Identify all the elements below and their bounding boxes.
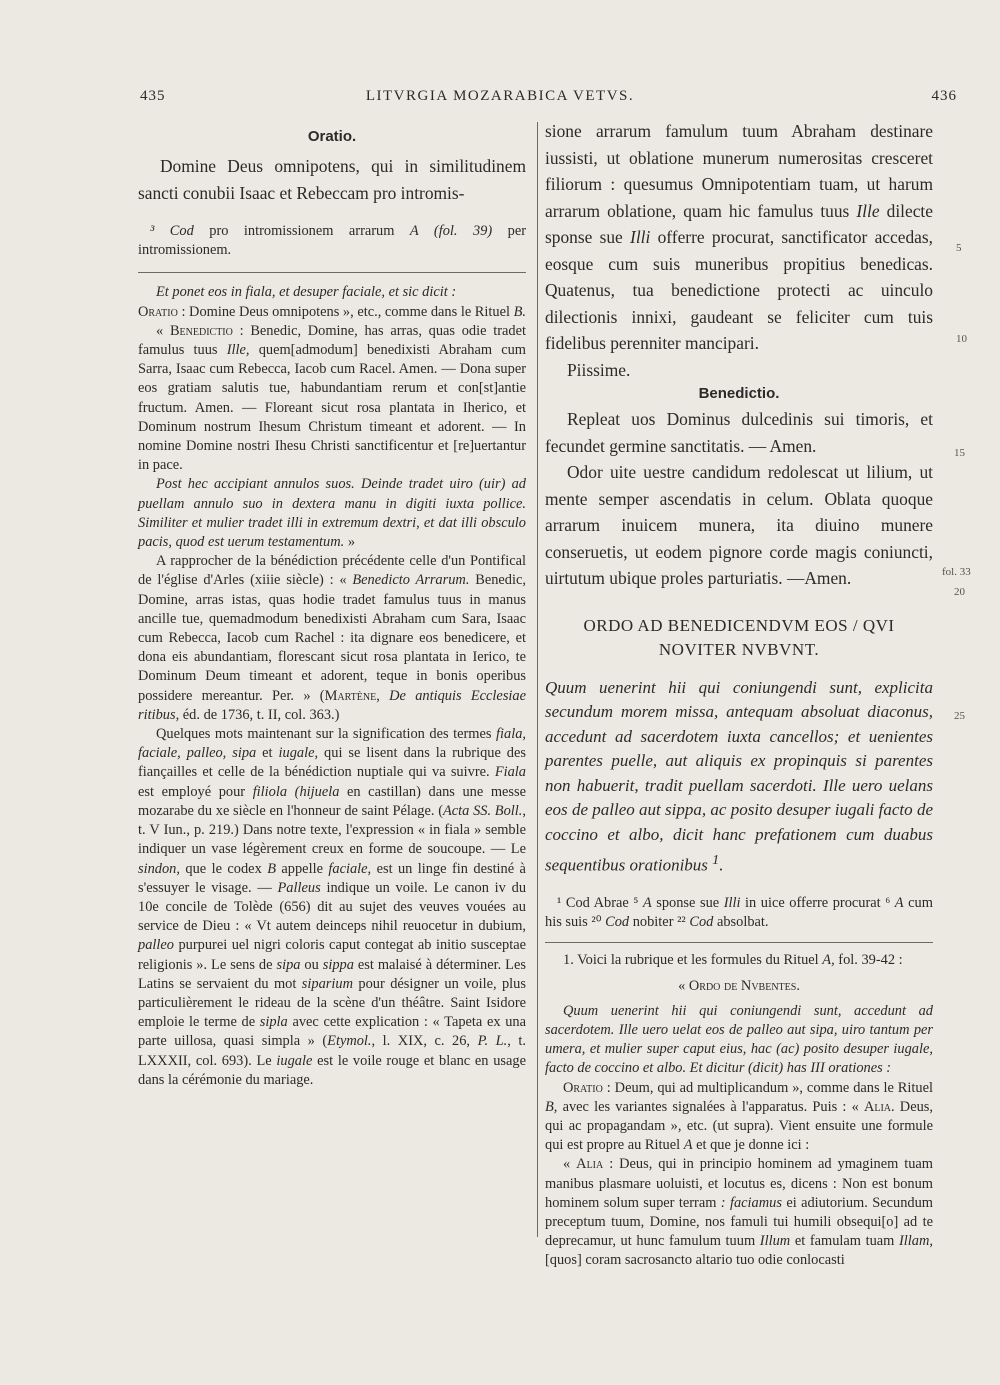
ordo-heading-line-2: NOVITER NVBVNT. bbox=[658, 639, 820, 659]
quelques-mots-note: Quelques mots maintenant sur la signification des termes fiala, faciale, palleo, sipa et iugale, qui se lisent dans la rubrique des fiançailles et celle de la bénédiction nuptiale qui va suivre. Fiala est employé pour filiola (hijuela en castillan) dans une messe mozarabe du xe siècle en l'honneur de saint Pélage. (Acta SS. Boll., t. V Iun., p. 219.) Dans notre texte, l'expression « in fiala » semble indiquer un vase légèrement creux en forme de soucoupe. — Le sindon, que le codex B appelle faciale, est un linge fin destiné à s'essuyer le visage. — Palleus indique un voile. Le canon iv du 10e concile de Tolède (656) dit au sujet des veuves vouées au service de Dieu : « Vt autem deinceps nihil reuocetur in dubium, palleo purpurei uel nigri coloris caput contegat ab initio susceptae religionis ». Le sens de sipa ou sippa est malaisé à déterminer. Les Latins se servaient du mot siparium pour désigner un voile, plus particulièrement le rideau de la scène d'un théâtre. Saint Isidore emploie le terme de sipla avec cette explication : « Tapeta ex una parte uillosa, quasi simpla » (Etymol., l. XIX, c. 26, P. L., t. LXXXII, col. 693). Le iugale est le voile rouge et blanc en usage dans la cérémonie du mariage. bbox=[138, 726, 527, 1088]
footnote-rule-right bbox=[545, 942, 933, 943]
ordo-rubric: Quum uenerint hii qui coniungendi sunt, explicita secundum morem missa, antequam absoluat diaconus, accedunt ad sacerdotem iuxta cancellos; et uenientes parentes puelle, aut aliquis ex propinquis si parentes non habuerit, tradit puellam sacerdoti. Ille uero uelans eos de palleo aut sippa, ac posito desuper iugali facto de coccino et albo, dicit hanc prefationem cum duabus sequentibus orationibus $^1$. bbox=[545, 677, 933, 875]
page-number-right: 436 bbox=[931, 88, 957, 104]
line-number-5: 5 bbox=[956, 242, 962, 254]
piissime: Piissime. bbox=[567, 359, 631, 380]
line-number-15: 15 bbox=[954, 447, 965, 459]
repleat-text: Repleat uos Dominus dulcedinis sui timoris, et fecundet germine sanctitatis. — Amen. bbox=[545, 409, 933, 456]
rubric-fiala: Et ponet eos in fiala, et desuper faciale, et sic dicit : bbox=[156, 284, 457, 301]
right-column bbox=[545, 118, 933, 1271]
oratio-continuation: sione arrarum famulum tuum Abraham destinare iussisti, ut oblatione munerum numerositas cresceret filiorum : quesumus Omnipotentiam tuam, ut harum arrarum oblatione, quam hic famulus tuus Ille dilecte sponse sue Illi offerre procurat, sanctificator accedas, eosque cum suis muneribus propitius benedicas. Quatenus, tua benedictione protecti ac uinculo dilectionis innixi, gaudeant se feliciter cum tuis fidelibus perenniter mancipari. bbox=[545, 121, 933, 353]
odor-text: Odor uite uestre candidum redolescat ut lilium, ut mente semper ascendatis in celum. Oblata quoque arrarum inuicem munera, ita diuino munere conseruetis, ut eodem pignore corde magis coniuncti, uirtutum ubique proles parturiatis. —Amen. bbox=[545, 462, 933, 588]
note-1: 1. Voici la rubrique et les formules du Rituel A, fol. 39-42 : bbox=[563, 952, 903, 969]
oratio-heading: Oratio. bbox=[307, 128, 357, 145]
arles-note: A rapprocher de la bénédiction précédente celle d'un Pontifical de l'église d'Arles (xiiie siècle) : « Benedicto Arrarum. Benedic, Domine, arras istas, quas hodie tradet famulus tuus in manus ancille tue, quemadmodum benedixisti Abraham cum Sara, Isaac cum Rebecca, Iacob cum Rachel : ita dignare eos benedicere, et dona eis abundantiam, florescant sicut rosa plantata in Ierico, te Dominum Deum timeant et adorent, teque in bonis operibus possidere mereantur. Per. » (Martène, De antiquis Ecclesiae ritibus, éd. de 1736, t. II, col. 363.) bbox=[138, 553, 526, 723]
left-column bbox=[138, 128, 526, 1090]
footnote-3: ³ Cod pro intromissionem arrarum A (fol. 39) per intromissionem. bbox=[138, 223, 526, 259]
benedictio-note: « Benedictio : Benedic, Domine, has arras, quas odie tradet famulus tuus Ille, quem[admodum] benedixisti Abraham cum Sarra, Isaac cum Rebecca, Iacob cum Racel. Amen. — Dona super eos gratiam salutis tue, habundantiam rerum et con[st]antie fructum. Amen. — Floreant sicut rosa plantata in Iherico, et Dominum nostrum Ihesum Christum timeant et adorent. — In nomine Domine nostri Ihesu Christi sanctificentur et [re]uertantur in pace. bbox=[138, 322, 526, 474]
column-divider bbox=[537, 122, 538, 1237]
apparatus-footnotes: ¹ Cod Abrae ⁵ A sponse sue Illi in uice offerre procurat ⁶ A cum his suis ²⁰ Cod nobiter ²² Cod absolbat. bbox=[545, 894, 933, 931]
line-number-25: 25 bbox=[954, 710, 965, 722]
folio-marker: fol. 33 bbox=[942, 566, 971, 578]
benedictio-heading: Benedictio. bbox=[698, 385, 780, 402]
line-number-20: 20 bbox=[954, 586, 965, 598]
page-number-left: 435 bbox=[140, 88, 166, 104]
line-number-10: 10 bbox=[956, 333, 967, 345]
note-rubric: Quum uenerint hii qui coniungendi sunt, accedunt ad sacerdotem. Ille uero uelat eos de palleo aut sipa, uiro tantum per umera, et mulier super caput eius, hac (ac) posito desuper iugale, facto de coccino et albo. Et dicitur (dicit) has III orationes : bbox=[545, 1002, 933, 1077]
annulos-rubric: Post hec accipiant annulos suos. Deinde tradet uiro (uir) ad puellam annulo suo in dextera manu in digiti iuxta pollice. Similiter et mulier tradet illi in extremum dextri, et dat illi obsculo pacis, quod est uerum testamentum. » bbox=[138, 476, 526, 551]
running-title: LITVRGIA MOZARABICA VETVS. bbox=[365, 88, 635, 104]
footnote-rule bbox=[138, 272, 526, 273]
oratio-note: Oratio : Domine Deus omnipotens », etc., comme dans le Rituel B. bbox=[138, 303, 526, 320]
ordo-heading-line-1: ORDO AD BENEDICENDVM EOS / QVI bbox=[583, 615, 895, 635]
oratio-text: Domine Deus omnipotens, qui in similitudinem sancti conubii Isaac et Rebeccam pro intromis- bbox=[138, 156, 526, 203]
oratio-deum-note: Oratio : Deum, qui ad multiplicandum », comme dans le Rituel B, avec les variantes signalées à l'apparatus. Puis : « Alia. Deus, qui ac propagandam », etc. (ut supra). Vient ensuite une formule qui est propre au Rituel A et que je donne ici : bbox=[545, 1079, 933, 1154]
running-header bbox=[0, 88, 1000, 112]
ordo-nubentes-heading: « Ordo de Nvbentes. bbox=[678, 977, 800, 994]
margin-line-numbers bbox=[940, 0, 990, 1385]
alia-deus-note: « Alia : Deus, qui in principio hominem ad ymaginem tuam manibus plasmare uoluisti, et locutus es, dicens : Non est bonum hominem solum super terram : faciamus ei adiutorium. Secundum preceptum tuum, Domine, nos famuli tui humili obsequi[o] ad te deprecamur, ut hunc famulum tuum Illum et famulam tuam Illam, [quos] coram sacrosancto altario tuo odie conlocasti bbox=[545, 1156, 934, 1269]
